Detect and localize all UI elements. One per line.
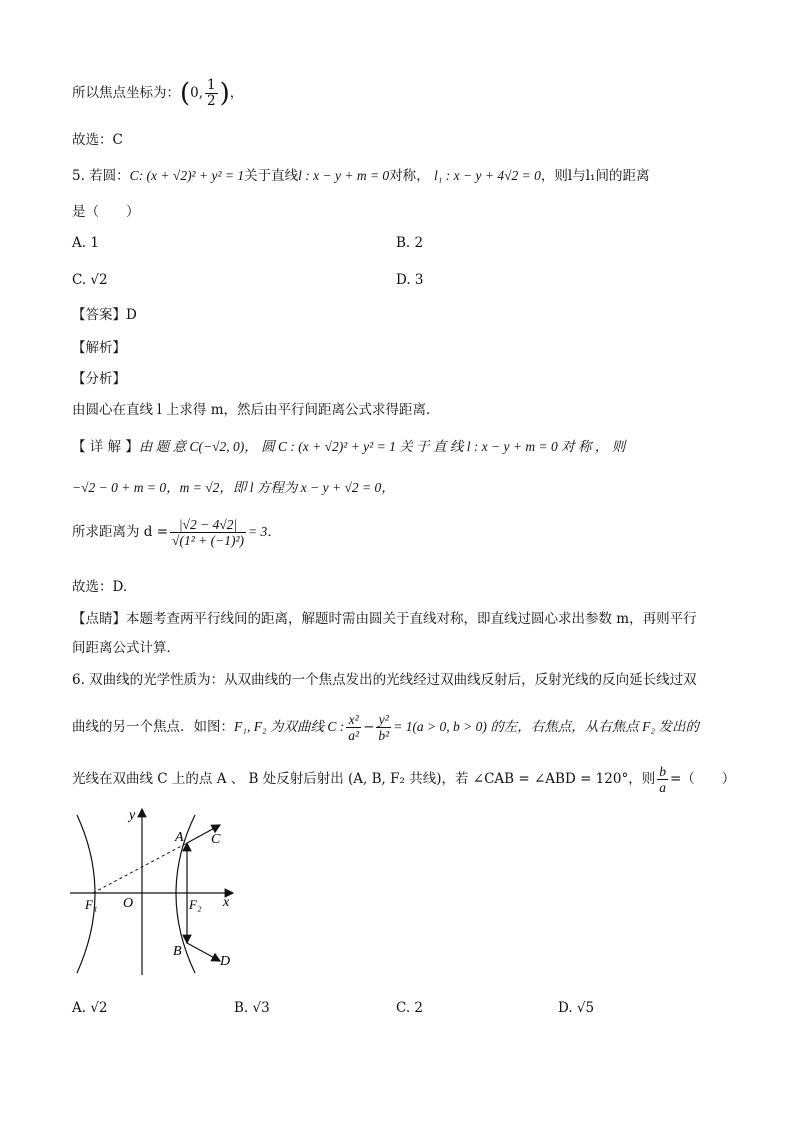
label-y: y: [129, 808, 136, 823]
dist-den: √(1² + (−1)²): [172, 533, 245, 548]
label-a: A: [175, 830, 184, 845]
distance-fraction: [170, 517, 246, 548]
q6-line2-a: 曲线的另一个焦点．如图：: [72, 719, 234, 735]
label-c: C: [211, 832, 221, 847]
hyperbola-y-term: [376, 712, 391, 743]
q5-fenxi-tag: 【分析】: [72, 371, 126, 387]
hyperbola-x-term: [346, 712, 361, 743]
l1-equation: l₁ : x − y + 4√2 = 0: [433, 168, 541, 183]
frac-num: 1: [207, 77, 216, 93]
q5-analysis-tag: 【解析】: [72, 340, 126, 356]
q5-ask: ，则l与l₁间的距离: [540, 168, 650, 184]
q5-option-a[interactable]: A. 1: [72, 235, 99, 251]
focus-coordinate-line: [72, 78, 243, 109]
paren-open: (: [180, 78, 191, 109]
focus-prefix: 所以焦点坐标为：: [72, 85, 180, 101]
q6-option-d[interactable]: D. √5: [558, 1000, 595, 1016]
q5-stem-line1: [72, 166, 649, 186]
dist-result: = 3．: [248, 524, 281, 539]
hyp-x: x²: [346, 712, 361, 728]
q5-note-line2: 间距离公式计算．: [72, 640, 180, 656]
circle-name: C: [129, 168, 139, 183]
dist-num: |√2 − 4√2|: [170, 517, 246, 533]
label-o: O: [123, 896, 134, 911]
line-equation: l : x − y + m = 0: [298, 168, 390, 183]
q5-note-line1: 【点睛】本题考查两平行线间的距离，解题时需由圆关于直线对称，即直线过圆心求出参数 m，再则平行: [72, 611, 697, 627]
label-f2: F₂: [189, 897, 202, 912]
q6-line2-c: = 1(a > 0, b > 0) 的左，右焦点，从右焦点 F₂ 发出的: [393, 719, 699, 734]
focus-end: ，: [229, 85, 244, 101]
q5-detail-line2: −√2 − 0 + m = 0，m = √2，即 l 方程为 x − y + √2 = 0，: [72, 480, 395, 495]
q5-choice: 故选：D.: [72, 579, 128, 595]
q5-option-c[interactable]: C. √2: [72, 272, 108, 288]
q6-option-c[interactable]: C. 2: [396, 1000, 424, 1016]
focus-zero: 0,: [190, 85, 204, 101]
ratio-fraction: [657, 764, 668, 795]
dist-prefix: 所求距离为 d =: [72, 524, 169, 540]
q5-detail-line1: [72, 437, 625, 457]
reflected-ray-d: [187, 943, 220, 961]
detail-tag: 【 详 解 】: [72, 439, 139, 455]
frac-den: 2: [207, 93, 216, 109]
ratio-num: b: [659, 764, 666, 779]
q6-option-b[interactable]: B. √3: [234, 1000, 270, 1016]
hyp-a: a²: [348, 728, 360, 743]
circle-equation: : (x + √2)² + y² = 1: [138, 168, 245, 183]
q6-stem-line1: 6. 双曲线的光学性质为：从双曲线的一个焦点发出的光线经过双曲线反射后，反射光线的反向延长线过双: [72, 672, 697, 688]
q6-line3-a: 光线在双曲线 C 上的点 A 、 B 处反射后射出 (A, B, F₂ 共线)，若 ∠CAB = ∠ABD = 120°，则: [72, 771, 656, 787]
detail-text: 由 题 意 C(−√2, 0)， 圆 C : (x + √2)² + y² = 1 关 于 直 线 l : x − y + m = 0 对 称 ， 则: [138, 439, 626, 454]
q6-stem-line2: 曲线的另一个焦点．如图：F₁, F₂ 为双曲线 C : $\frac{\text{x²}}{\text{a²}}$ − $\frac{\text{y²}}{\text{b²}}$ = 1(a > 0, b > 0) 的左，右焦点，从右焦点 F₂ 发出的: [72, 712, 699, 743]
q5-stem-line2: 是（ ）: [72, 204, 140, 220]
ratio-den: a: [659, 780, 666, 795]
label-b: B: [173, 944, 182, 959]
q5-option-d[interactable]: D. 3: [396, 272, 424, 288]
sym-end: 对称，: [389, 168, 430, 184]
q5-answer: 【答案】D: [72, 307, 137, 323]
hyp-y: y²: [376, 712, 391, 728]
q6-stem-line3: [72, 764, 735, 795]
focus-fraction: [205, 78, 218, 109]
q5-distance-line: [72, 517, 281, 548]
sym-text: 关于直线: [244, 168, 299, 184]
q5-number: 5. 若圆：: [72, 168, 130, 184]
q6-line3-b: =（ ）: [669, 771, 736, 787]
q6-option-a[interactable]: A. √2: [72, 1000, 108, 1016]
hyperbola-left-branch: [77, 815, 98, 973]
label-x: x: [223, 895, 230, 910]
hyperbola-figure: [65, 803, 245, 978]
label-f1: F₁: [85, 897, 98, 912]
dashed-line-f1-a: [93, 843, 187, 893]
paren-close: ): [219, 78, 230, 109]
hyp-b: b²: [378, 728, 390, 743]
q4-choice: 故选：C: [72, 132, 123, 148]
q5-fenxi-text: 由圆心在直线 l 上求得 m，然后由平行间距离公式求得距离．: [72, 402, 440, 418]
label-d: D: [220, 954, 231, 969]
q5-option-b[interactable]: B. 2: [396, 235, 424, 251]
q6-line2-b: F₁, F₂ 为双曲线 C :: [234, 719, 345, 734]
